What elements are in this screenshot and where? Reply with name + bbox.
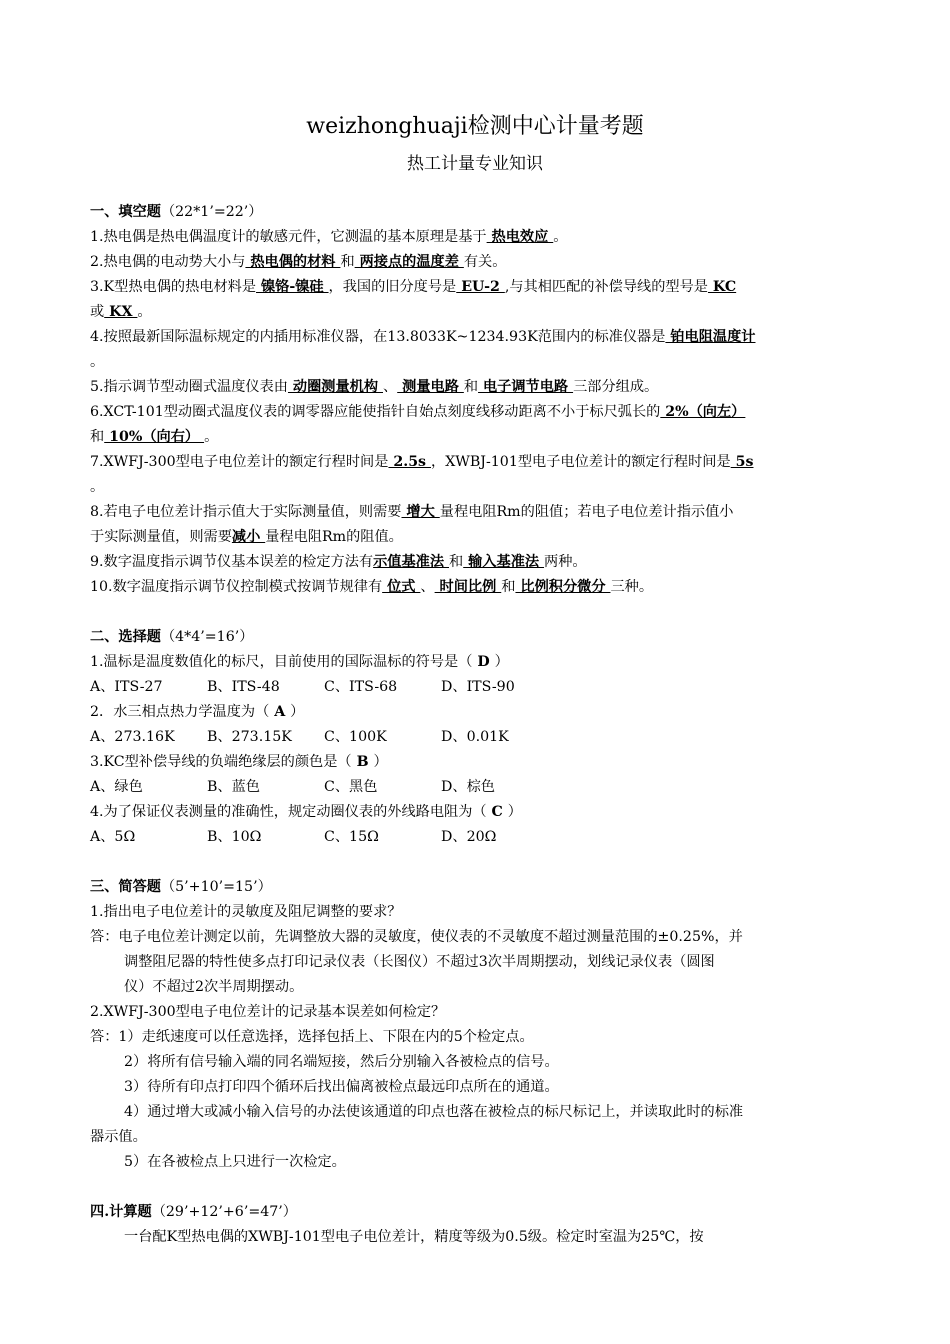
text-run: C、15Ω (324, 829, 379, 845)
text-run: B、273.15K (207, 729, 292, 745)
question-1-10 (90, 576, 653, 598)
text-run: B、ITS-48 (207, 679, 280, 695)
text-run: 两接点的温度差 (354, 254, 464, 270)
text-run: 位式 (382, 579, 421, 595)
text-run: 7.XWFJ-300型电子电位差计的额定行程时间是 (90, 454, 389, 470)
answer-3-2-line-5: 器示值。 (90, 1129, 147, 1145)
text-run: 。 (204, 429, 219, 445)
text-run: 和 (501, 579, 516, 595)
question-2-2 (90, 701, 304, 723)
text-run: A (269, 704, 291, 720)
text-run: （5’+10’=15’） (160, 879, 272, 895)
question-1-9 (90, 551, 587, 573)
text-run: 时间比例 (434, 579, 502, 595)
text-run: A、绿色 (90, 779, 143, 795)
text-run: 10.数字温度指示调节仪控制模式按调节规律有 (90, 579, 383, 595)
calculation-paragraph: 一台配K型热电偶的XWBJ-101型电子电位差计，精度等级为0.5级。检定时室温为25℃，按 (124, 1229, 704, 1245)
question-1-3 (90, 276, 736, 298)
text-run: D (472, 654, 495, 670)
text-run: 4.按照最新国际温标规定的内插用标准仪器，在13.8033K~1234.93K范围内的标准仪器是 (90, 329, 666, 345)
section-heading-calculation (90, 1201, 297, 1223)
text-run: 2%（向左） (660, 404, 746, 420)
text-run: 和 (340, 254, 355, 270)
answer-3-1-line-1: 答：电子电位差计测定以前，先调整放大器的灵敏度，使仪表的不灵敏度不超过测量范围的±0.25%，并 (90, 929, 743, 945)
answer-3-2-line-4: 4）通过增大或减小输入信号的办法使该通道的印点也落在被检点的标尺标记上，并读取此时的标准 (124, 1104, 744, 1120)
answer-3-1-line-2: 调整阻尼器的特性使多点打印记录仪表（长图仪）不超过3次半周期摆动，划线记录仪表（圆图 (124, 954, 715, 970)
text-run: 和 (90, 429, 105, 445)
text-run: 热电效应 (486, 229, 554, 245)
text-run: 1.热电偶是热电偶温度计的敏感元件，它测温的基本原理是基于 (90, 229, 487, 245)
text-run: 9.数字温度指示调节仪基本误差的检定方法有 (90, 554, 374, 570)
text-run: （4*4’=16’） (160, 629, 254, 645)
answer-3-1-line-3: 仪）不超过2次半周期摆动。 (124, 979, 304, 995)
text-run: 有关。 (463, 254, 507, 270)
text-run: C、ITS-68 (324, 679, 398, 695)
question-1-1 (90, 226, 567, 248)
text-run: 电子调节电路 (478, 379, 574, 395)
section-heading-fill-in (90, 201, 262, 223)
text-run: 8.若电子电位差计指示值大于实际测量值，则需要 (90, 504, 402, 520)
text-run: 和 (449, 554, 464, 570)
text-run: 3.K型热电偶的热电材料是 (90, 279, 257, 295)
question-2-3-options (90, 776, 558, 798)
text-run: ） (494, 654, 509, 670)
text-run: 1.温标是温度数值化的标尺，目前使用的国际温标的符号是（ (90, 654, 473, 670)
answer-3-2-line-2: 2）将所有信号输入端的同名端短接，然后分别输入各被检点的信号。 (124, 1054, 559, 1070)
question-1-4 (90, 326, 755, 348)
text-run: 三、简答题 (90, 879, 161, 895)
answer-3-2-line-3: 3）待所有印点打印四个循环后找出偏离被检点最远印点所在的通道。 (124, 1079, 559, 1095)
answer-3-2-line-1: 答：1）走纸速度可以任意选择，选择包括上、下限在内的5个检定点。 (90, 1029, 534, 1045)
text-run: 铂电阻温度计 (665, 329, 756, 345)
text-run: C、100K (324, 729, 387, 745)
text-run: B、蓝色 (207, 779, 260, 795)
text-run: ） (507, 804, 522, 820)
question-1-3-cont (90, 301, 152, 323)
text-run: 5s (730, 454, 754, 470)
question-1-4-cont: 。 (90, 354, 105, 370)
text-run: 、 (383, 379, 398, 395)
text-run: 测量电路 (397, 379, 464, 395)
text-run: EU-2 (456, 279, 505, 295)
text-run: A、273.16K (90, 729, 175, 745)
question-1-5 (90, 376, 658, 398)
text-run: （22*1’=22’） (160, 204, 263, 220)
section-heading-short-answer (90, 876, 272, 898)
section-heading-choice (90, 626, 253, 648)
text-run: A、ITS-27 (90, 679, 163, 695)
text-run: 一、填空题 (90, 204, 161, 220)
text-run: ，XWBJ-101型电子电位差计的额定行程时间是 (431, 454, 731, 470)
text-run: 或 (90, 304, 105, 320)
text-run: ，我国的旧分度号是 (328, 279, 457, 295)
text-run: 2．水三相点热力学温度为（ (90, 704, 270, 720)
text-run: 3.KC型补偿导线的负端绝缘层的颜色是（ (90, 754, 352, 770)
text-run: 、 (420, 579, 435, 595)
text-run: 镍铬-镍硅 (256, 279, 329, 295)
question-1-2 (90, 251, 506, 273)
text-run: D、ITS-90 (441, 679, 515, 695)
text-run: 三部分组成。 (573, 379, 659, 395)
text-run: D、棕色 (441, 779, 495, 795)
question-2-2-options (90, 726, 558, 748)
text-run: KC (707, 279, 737, 295)
text-run: 热电偶的材料 (245, 254, 341, 270)
text-run: A、5Ω (90, 829, 136, 845)
question-1-7 (90, 451, 753, 473)
text-run: B、10Ω (207, 829, 262, 845)
text-run: D、20Ω (441, 829, 497, 845)
text-run: B (351, 754, 374, 770)
text-run: 减小 (231, 529, 266, 545)
text-run: 量程电阻Rm的阻值。 (265, 529, 403, 545)
text-run: 2.5s (388, 454, 431, 470)
text-run: 10%（向右） (104, 429, 205, 445)
text-run: 比例积分微分 (515, 579, 611, 595)
text-run: C、黑色 (324, 779, 378, 795)
text-run: 5.指示调节型动圈式温度仪表由 (90, 379, 288, 395)
question-1-6-cont (90, 426, 218, 448)
text-run: 三种。 (610, 579, 654, 595)
question-2-1-options (90, 676, 558, 698)
question-1-6 (90, 401, 745, 423)
text-run: 。 (137, 304, 152, 320)
text-run: 和 (463, 379, 479, 395)
text-run: ） (290, 704, 305, 720)
text-run: 二、选择题 (90, 629, 161, 645)
text-run: KX (104, 304, 138, 320)
question-2-4-options (90, 826, 558, 848)
question-2-1 (90, 651, 509, 673)
text-run: 2.热电偶的电动势大小与 (90, 254, 246, 270)
text-run: ,与其相匹配的补偿导线的型号是 (504, 279, 708, 295)
text-run: （29’+12’+6’=47’） (151, 1204, 297, 1220)
question-1-8-cont (90, 526, 403, 548)
question-2-4 (90, 801, 522, 823)
text-run: 4.为了保证仪表测量的准确性，规定动圈仪表的外线路电阻为（ (90, 804, 487, 820)
text-run: C (486, 804, 508, 820)
text-run: 。 (553, 229, 568, 245)
text-run: 6.XCT-101型动圈式温度仪表的调零器应能使指针自始点刻度线移动距离不小于标尺弧长的 (90, 404, 661, 420)
question-3-2: 2.XWFJ-300型电子电位差计的记录基本误差如何检定？ (90, 1004, 446, 1020)
text-run: 量程电阻Rm的阻值；若电子电位差计指示值小 (439, 504, 734, 520)
question-2-3 (90, 751, 388, 773)
document-subtitle: 热工计量专业知识 (407, 154, 543, 174)
text-run: 四.计算题 (90, 1204, 152, 1220)
text-run: ） (373, 754, 388, 770)
text-run: 于实际测量值，则需要 (90, 529, 232, 545)
question-1-8 (90, 501, 733, 523)
question-3-1: 1.指出电子电位差计的灵敏度及阻尼调整的要求？ (90, 904, 402, 920)
text-run: 动圈测量机构 (287, 379, 383, 395)
text-run: 增大 (401, 504, 440, 520)
question-1-7-cont: 。 (90, 479, 105, 495)
text-run: 两种。 (544, 554, 587, 570)
text-run: 示值基准法 (373, 554, 449, 570)
answer-3-2-line-6: 5）在各被检点上只进行一次检定。 (124, 1154, 346, 1170)
document-title: weizhonghuaji检测中心计量考题 (306, 114, 644, 139)
text-run: 输入基准法 (463, 554, 545, 570)
text-run: D、0.01K (441, 729, 509, 745)
